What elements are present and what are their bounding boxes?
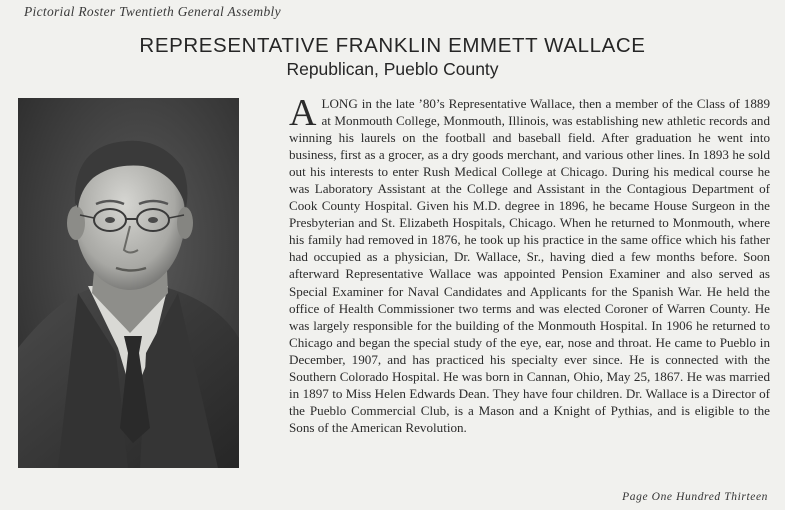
page-title: REPRESENTATIVE FRANKLIN EMMETT WALLACE: [139, 34, 646, 57]
portrait-photo: [18, 98, 239, 468]
running-head: Pictorial Roster Twentieth General Assembly: [24, 4, 281, 19]
biography-text: [289, 92, 770, 436]
portrait-illustration: [18, 98, 239, 468]
page-number: Page One Hundred Thirteen: [622, 491, 768, 503]
biography-body: LONG in the late ’80’s Representative Wallace, then a member of the Class of 1889 at Monmouth College, Monmouth, Illinois, was establishing new athletic records and winning his laurels on the football and baseball field. After graduation he went into business, first as a grocer, as a dry goods merchant, and various other lines. In 1893 he sold out his interests to enter Rush Medical College at Chicago. During his medical course he was Laboratory Assistant at the College and Assistant in the Contagious Department of Cook County Hospital. Given his M.D. degree in 1896, he became House Surgeon in the Presbyterian and St. Elizabeth Hospitals, Chicago. When he returned to Monmouth, where his family had removed in 1876, he took up his practice in the same office which his father had occupied as a physician, Dr. Wallace, Sr., having died a few months before. Soon afterward Representative Wallace was appointed Pension Examiner and also served as Special Examiner for Naval Candidates and Applicants for the Spanish War. He held the office of Health Commissioner two terms and was elected Coroner of Warren County. He was largely responsible for the building of the Monmouth Hospital. In 1906 he returned to Chicago and began the special study of the eye, ear, nose and throat. He came to Pueblo in December, 1907, and has practiced his specialty ever since. He is connected with the Southern Colorado Hospital. He was born in Cannan, Ohio, May 25, 1867. He was married in 1897 to Miss Helen Edwards Dean. They have four children. Dr. Wallace is a Director of the Pueblo Commercial Club, is a Mason and a Knight of Pythias, and is eligible to the Sons of the American Revolution.: [289, 96, 770, 435]
drop-cap: A: [289, 92, 317, 134]
page-subtitle: Republican, Pueblo County: [286, 59, 499, 79]
